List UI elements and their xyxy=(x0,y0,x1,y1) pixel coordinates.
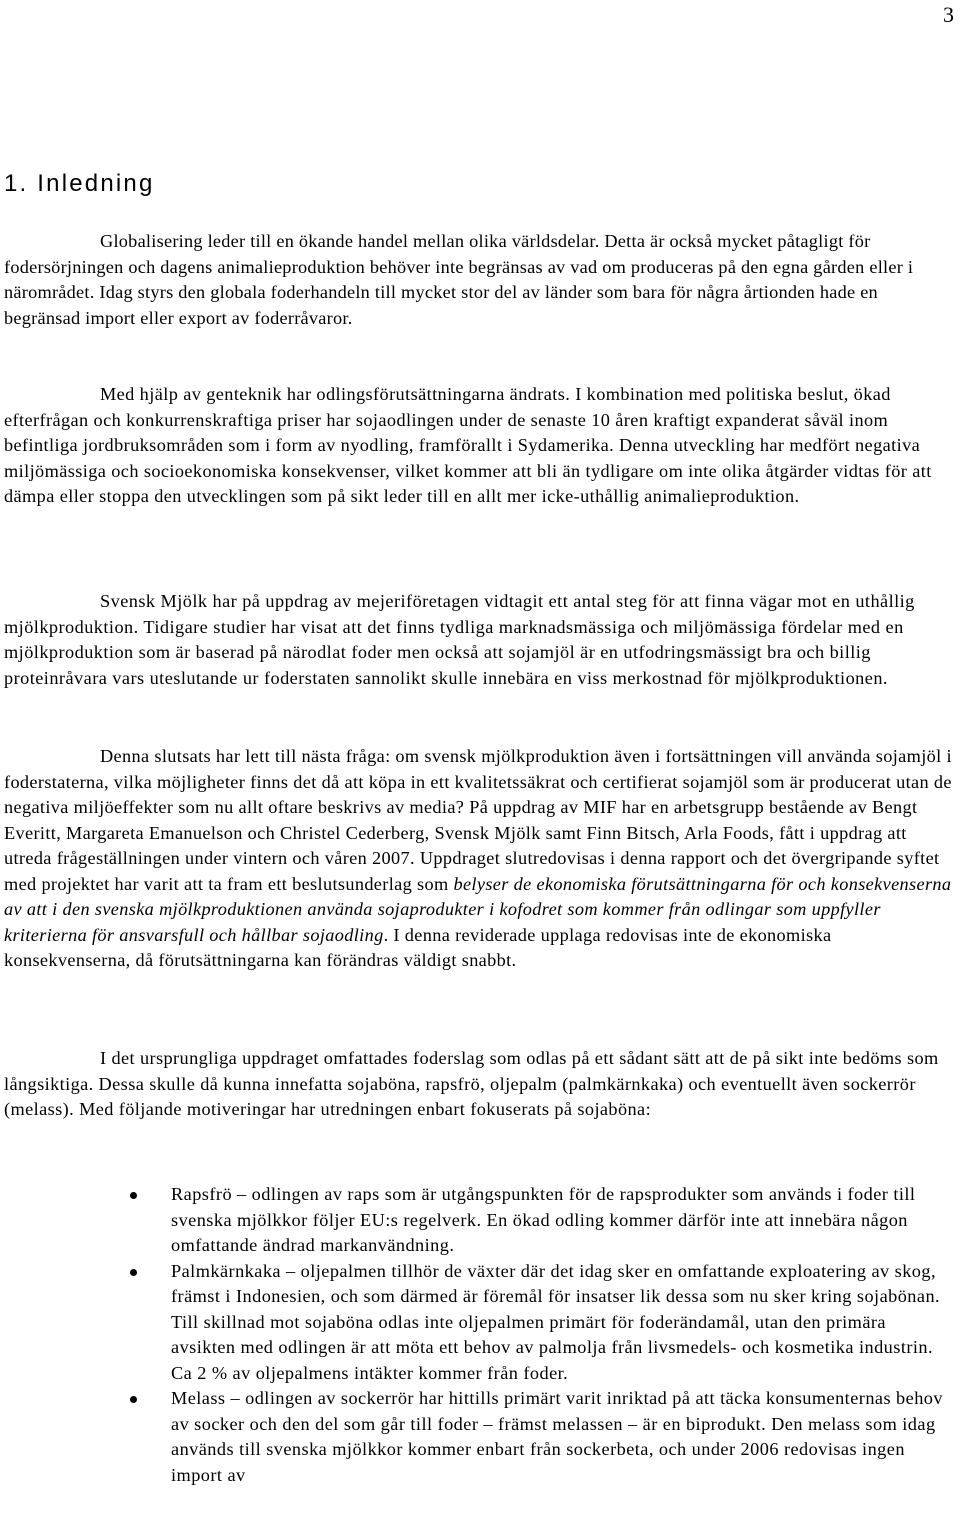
paragraph-svensk-mjolk: Svensk Mjölk har på uppdrag av mejeriföretagen vidtagit ett antal steg för att finna vägar mot en uthållig mjölkproduktion. Tidigare studier har visat att det finns tydliga marknadsmässiga och miljömässiga fördelar med en mjölkproduktion som är baserad på närodlat foder men också att sojamjöl är en utfodringsmässigt bra och billig proteinråvara vars uteslutande ur foderstaten sannolikt skulle innebära en viss merkostnad för mjölkproduktionen. xyxy=(4,591,915,688)
bullet-rapsfro xyxy=(130,1182,950,1259)
paragraph-slutsats xyxy=(4,744,954,974)
section-heading: 1. Inledning xyxy=(4,170,155,197)
bullet-text: Rapsfrö – odlingen av raps som är utgångspunkten för de rapsprodukter som används i foder till svenska mjölkkor följer EU:s regelverk. En ökad odling kommer därför inte att innebära någon omfattande ändrad markanvändning. xyxy=(171,1184,916,1255)
bullet-palmkarnkaka xyxy=(130,1259,950,1387)
paragraph-genteknik: Med hjälp av genteknik har odlingsförutsättningarna ändrats. I kombination med politiska beslut, ökad efterfrågan och konkurrenskraftiga priser har sojaodlingen under de senaste 10 åren kraftigt expanderat såväl inom befintliga jordbruksområden som i form av nyodling, framförallt i Sydamerika. Denna utveckling har medfört negativa miljömässiga och socioekonomiska konsekvenser, vilket kommer att bli än tydligare om inte olika åtgärder vidtas för att dämpa eller stoppa den utvecklingen som på sikt leder till en allt mer icke-uthållig animalieproduktion. xyxy=(4,384,932,506)
paragraph-globalisering: Globalisering leder till en ökande handel mellan olika världsdelar. Detta är också mycket påtagligt för fodersörjningen och dagens animalieproduktion behöver inte begränsas av vad om produceras på den egna gården eller i närområdet. Idag styrs den globala foderhandeln till mycket stor del av länder som bara för några årtionden hade en begränsad import eller export av foderråvaror. xyxy=(4,231,914,328)
bullet-dot-icon xyxy=(130,1269,137,1276)
bullet-melass xyxy=(130,1386,950,1488)
motivation-bullet-list xyxy=(130,1182,950,1488)
bullet-text: Palmkärnkaka – oljepalmen tillhör de växter där det idag sker en omfattande exploatering av skog, främst i Indonesien, och som därmed är föremål för insatser lik dessa som nu sker kring sojabönan. Till skillnad mot sojaböna odlas inte oljepalmen primärt för foderändamål, utan den primära avsikten med odlingen är att möta ett behov av palmolja från livsmedels- och kosmetika industrin. Ca 2 % av oljepalmens intäkter kommer från foder. xyxy=(171,1260,941,1383)
bullet-dot-icon xyxy=(130,1396,137,1403)
paragraph-slutsats-end: . I denna reviderade upplaga redovisas inte de ekonomiska konsekvenserna, då förutsättningarna kan förändras väldigt snabbt. xyxy=(4,924,832,970)
paragraph-ursprungliga-uppdraget: I det ursprungliga uppdraget omfattades foderslag som odlas på ett sådant sätt att de på sikt inte bedöms som långsiktiga. Dessa skulle då kunna innefatta sojaböna, rapsfrö, oljepalm (palmkärnkaka) och eventuellt även sockerrör (melass). Med följande motiveringar har utredningen enbart fokuserats på sojaböna: xyxy=(4,1048,939,1119)
page-number: 3 xyxy=(943,2,954,27)
project-purpose-italic: belyser de ekonomiska förutsättningarna för och konsekvenserna av att i den svenska mjölkproduktionen använda sojaprodukter i kofodret som kommer från odlingar som uppfyller kriterierna för ansvarsfull och hållbar sojaodling xyxy=(4,873,952,945)
bullet-text: Melass – odlingen av sockerrör har hittills primärt varit inriktad på att täcka konsumenternas behov av socker och den del som går till foder – främst melassen – är en biprodukt. Den melass som idag används till svenska mjölkkor kommer enbart från sockerbeta, och under 2006 redovisas ingen import av xyxy=(171,1388,943,1485)
bullet-dot-icon xyxy=(130,1192,137,1199)
paragraph-slutsats-text: Denna slutsats har lett till nästa fråga: om svensk mjölkproduktion även i fortsättningen vill använda sojamjöl i foderstaterna, vilka möjligheter finns det då att köpa in ett kvalitetssäkrat och certifierat sojamjöl som är producerat utan de negativa miljöeffekter som nu allt oftare beskrivs av media? På uppdrag av MIF har en arbetsgrupp bestående av Bengt Everitt, Margareta Emanuelson och Christel Cederberg, Svensk Mjölk samt Finn Bitsch, Arla Foods, fått i uppdrag att utreda frågeställningen under vintern och våren 2007. Uppdraget slutredovisas i denna rapport och det övergripande syftet med projektet har varit att ta fram ett beslutsunderlag som xyxy=(4,746,952,894)
